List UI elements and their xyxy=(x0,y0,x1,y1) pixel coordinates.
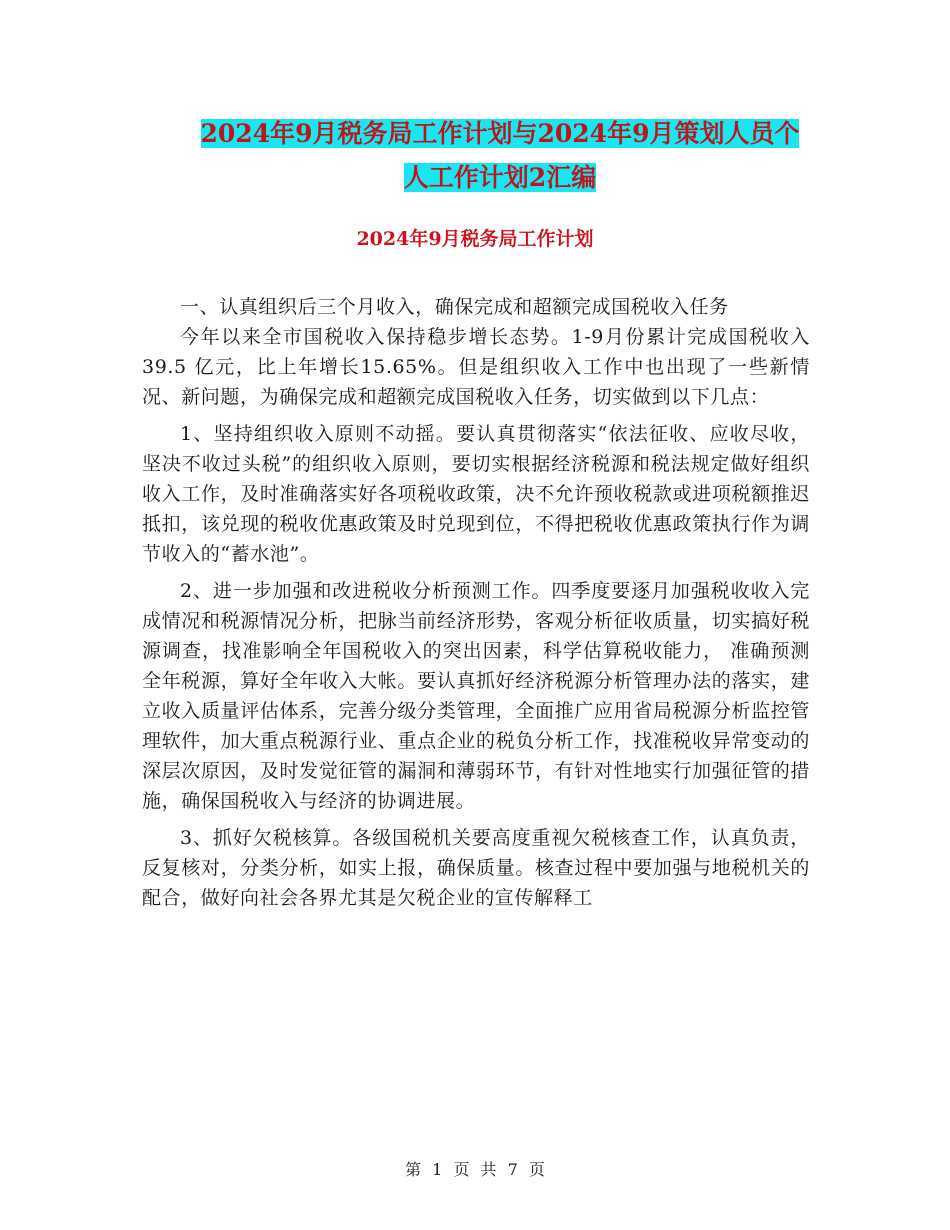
document-title xyxy=(120,112,880,200)
body-paragraph: 2、进一步加强和改进税收分析预测工作。四季度要逐月加强税收收入完成情况和税源情况分析，把脉当前经济形势，客观分析征收质量，切实搞好税源调查，找准影响全年国税收入的突出因素，科学估算税收能力， 准确预测全年税源，算好全年收入大帐。要认真抓好经济税源分析管理办法的落实，建立收入质量评估体系，完善分级分类管理，全面推广应用省局税源分析监控管理软件，加大重点税源行业、重点企业的税负分析工作，找准税收异常变动的深层次原因，及时发觉征管的漏洞和薄弱环节，有针对性地实行加强征管的措施，确保国税收入与经济的协调进展。 xyxy=(142,580,810,812)
page-footer: 第 1 页 共 7 页 xyxy=(405,1160,545,1179)
section-heading: 2024年9月税务局工作计划 xyxy=(356,228,594,250)
body-paragraph: 3、抓好欠税核算。各级国税机关要高度重视欠税核查工作，认真负责，反复核对，分类分析，如实上报，确保质量。核查过程中要加强与地税机关的配合，做好向社会各界尤其是欠税企业的宣传解释工 xyxy=(142,827,810,909)
body-paragraph: 今年以来全市国税收入保持稳步增长态势。1-9月份累计完成国税收入39.5 亿元，比上年增长15.65%。但是组织收入工作中也出现了一些新情况、新问题，为确保完成和超额完成国税收入任务，切实做到以下几点： xyxy=(142,326,810,408)
body-paragraph: 一、认真组织后三个月收入，确保完成和超额完成国税收入任务 xyxy=(180,296,729,318)
document-title-line-2: 人工作计划2汇编 xyxy=(403,163,597,192)
document-title-line-1: 2024年9月税务局工作计划与2024年9月策划人员个 xyxy=(200,119,800,148)
body-paragraph: 1、坚持组织收入原则不动摇。要认真贯彻落实“依法征收、应收尽收，坚决不收过头税”的组织收入原则，要切实根据经济税源和税法规定做好组织收入工作，及时准确落实好各项税收政策，决不允许预收税款或进项税额推迟抵扣，该兑现的税收优惠政策及时兑现到位，不得把税收优惠政策执行作为调节收入的“蓄水池”。 xyxy=(142,423,810,565)
document-body xyxy=(142,292,810,920)
